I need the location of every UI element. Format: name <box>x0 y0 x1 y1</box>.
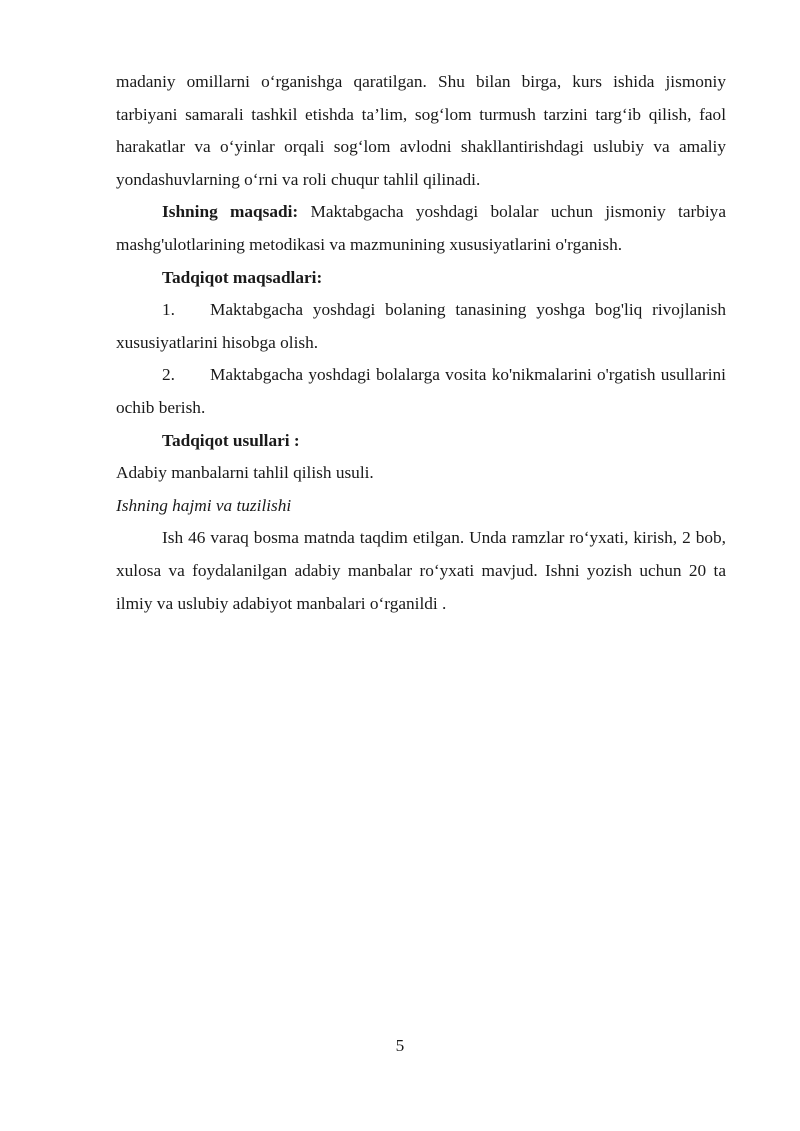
goal-label: Ishning maqsadi: <box>162 202 299 222</box>
methods-text: Adabiy manbalarni tahlil qilish usuli. <box>116 463 374 483</box>
intro-paragraph: madaniy omillarni o‘rganishga qaratilgan. Shu bilan birga, kurs ishida jismoniy tarbiyani samarali tashkil etishda ta’lim, sog‘lom turmush tarzini targ‘ib qilish, faol harakatlar va o‘yinlar orqali sog‘lom avlodni shakllantirishdagi uslubiy va amaliy yondashuvlarning o‘rni va roli chuqur tahlil qilinadi. <box>116 72 726 189</box>
goal-paragraph <box>116 196 726 261</box>
goal-text: Maktabgacha yoshdagi bolalar uchun jismoniy tarbiya mashg'ulotlarining metodikasi va mazmunining xususiyatlarini o'rganish. <box>116 202 726 254</box>
structure-text: Ish 46 varaq bosma matnda taqdim etilgan. Unda ramzlar ro‘yxati, kirish, 2 bob, xulosa va foydalanilgan adabiy manbalar ro‘yxati mavjud. Ishni yozish uchun 20 ta ilmiy va uslubiy adabiyot manbalari o‘rganildi . <box>116 528 726 613</box>
objective-text-2: Maktabgacha yoshdagi bolalarga vosita ko'nikmalarini o'rgatish usullarini ochib berish. <box>116 365 726 417</box>
objective-number-1: 1. <box>162 300 175 320</box>
document-page <box>116 66 726 620</box>
methods-heading: Tadqiqot usullari : <box>162 430 300 450</box>
page-number: 5 <box>395 1036 405 1055</box>
objectives-heading: Tadqiqot maqsadlari: <box>162 267 323 287</box>
objective-text-1: Maktabgacha yoshdagi bolaning tanasining yoshga bog'liq rivojlanish xususiyatlarini hisobga olish. <box>116 300 726 352</box>
objective-item-2 <box>116 359 726 424</box>
objective-item-1 <box>116 294 726 359</box>
objective-number-2: 2. <box>162 365 175 385</box>
structure-heading: Ishning hajmi va tuzilishi <box>116 495 292 515</box>
